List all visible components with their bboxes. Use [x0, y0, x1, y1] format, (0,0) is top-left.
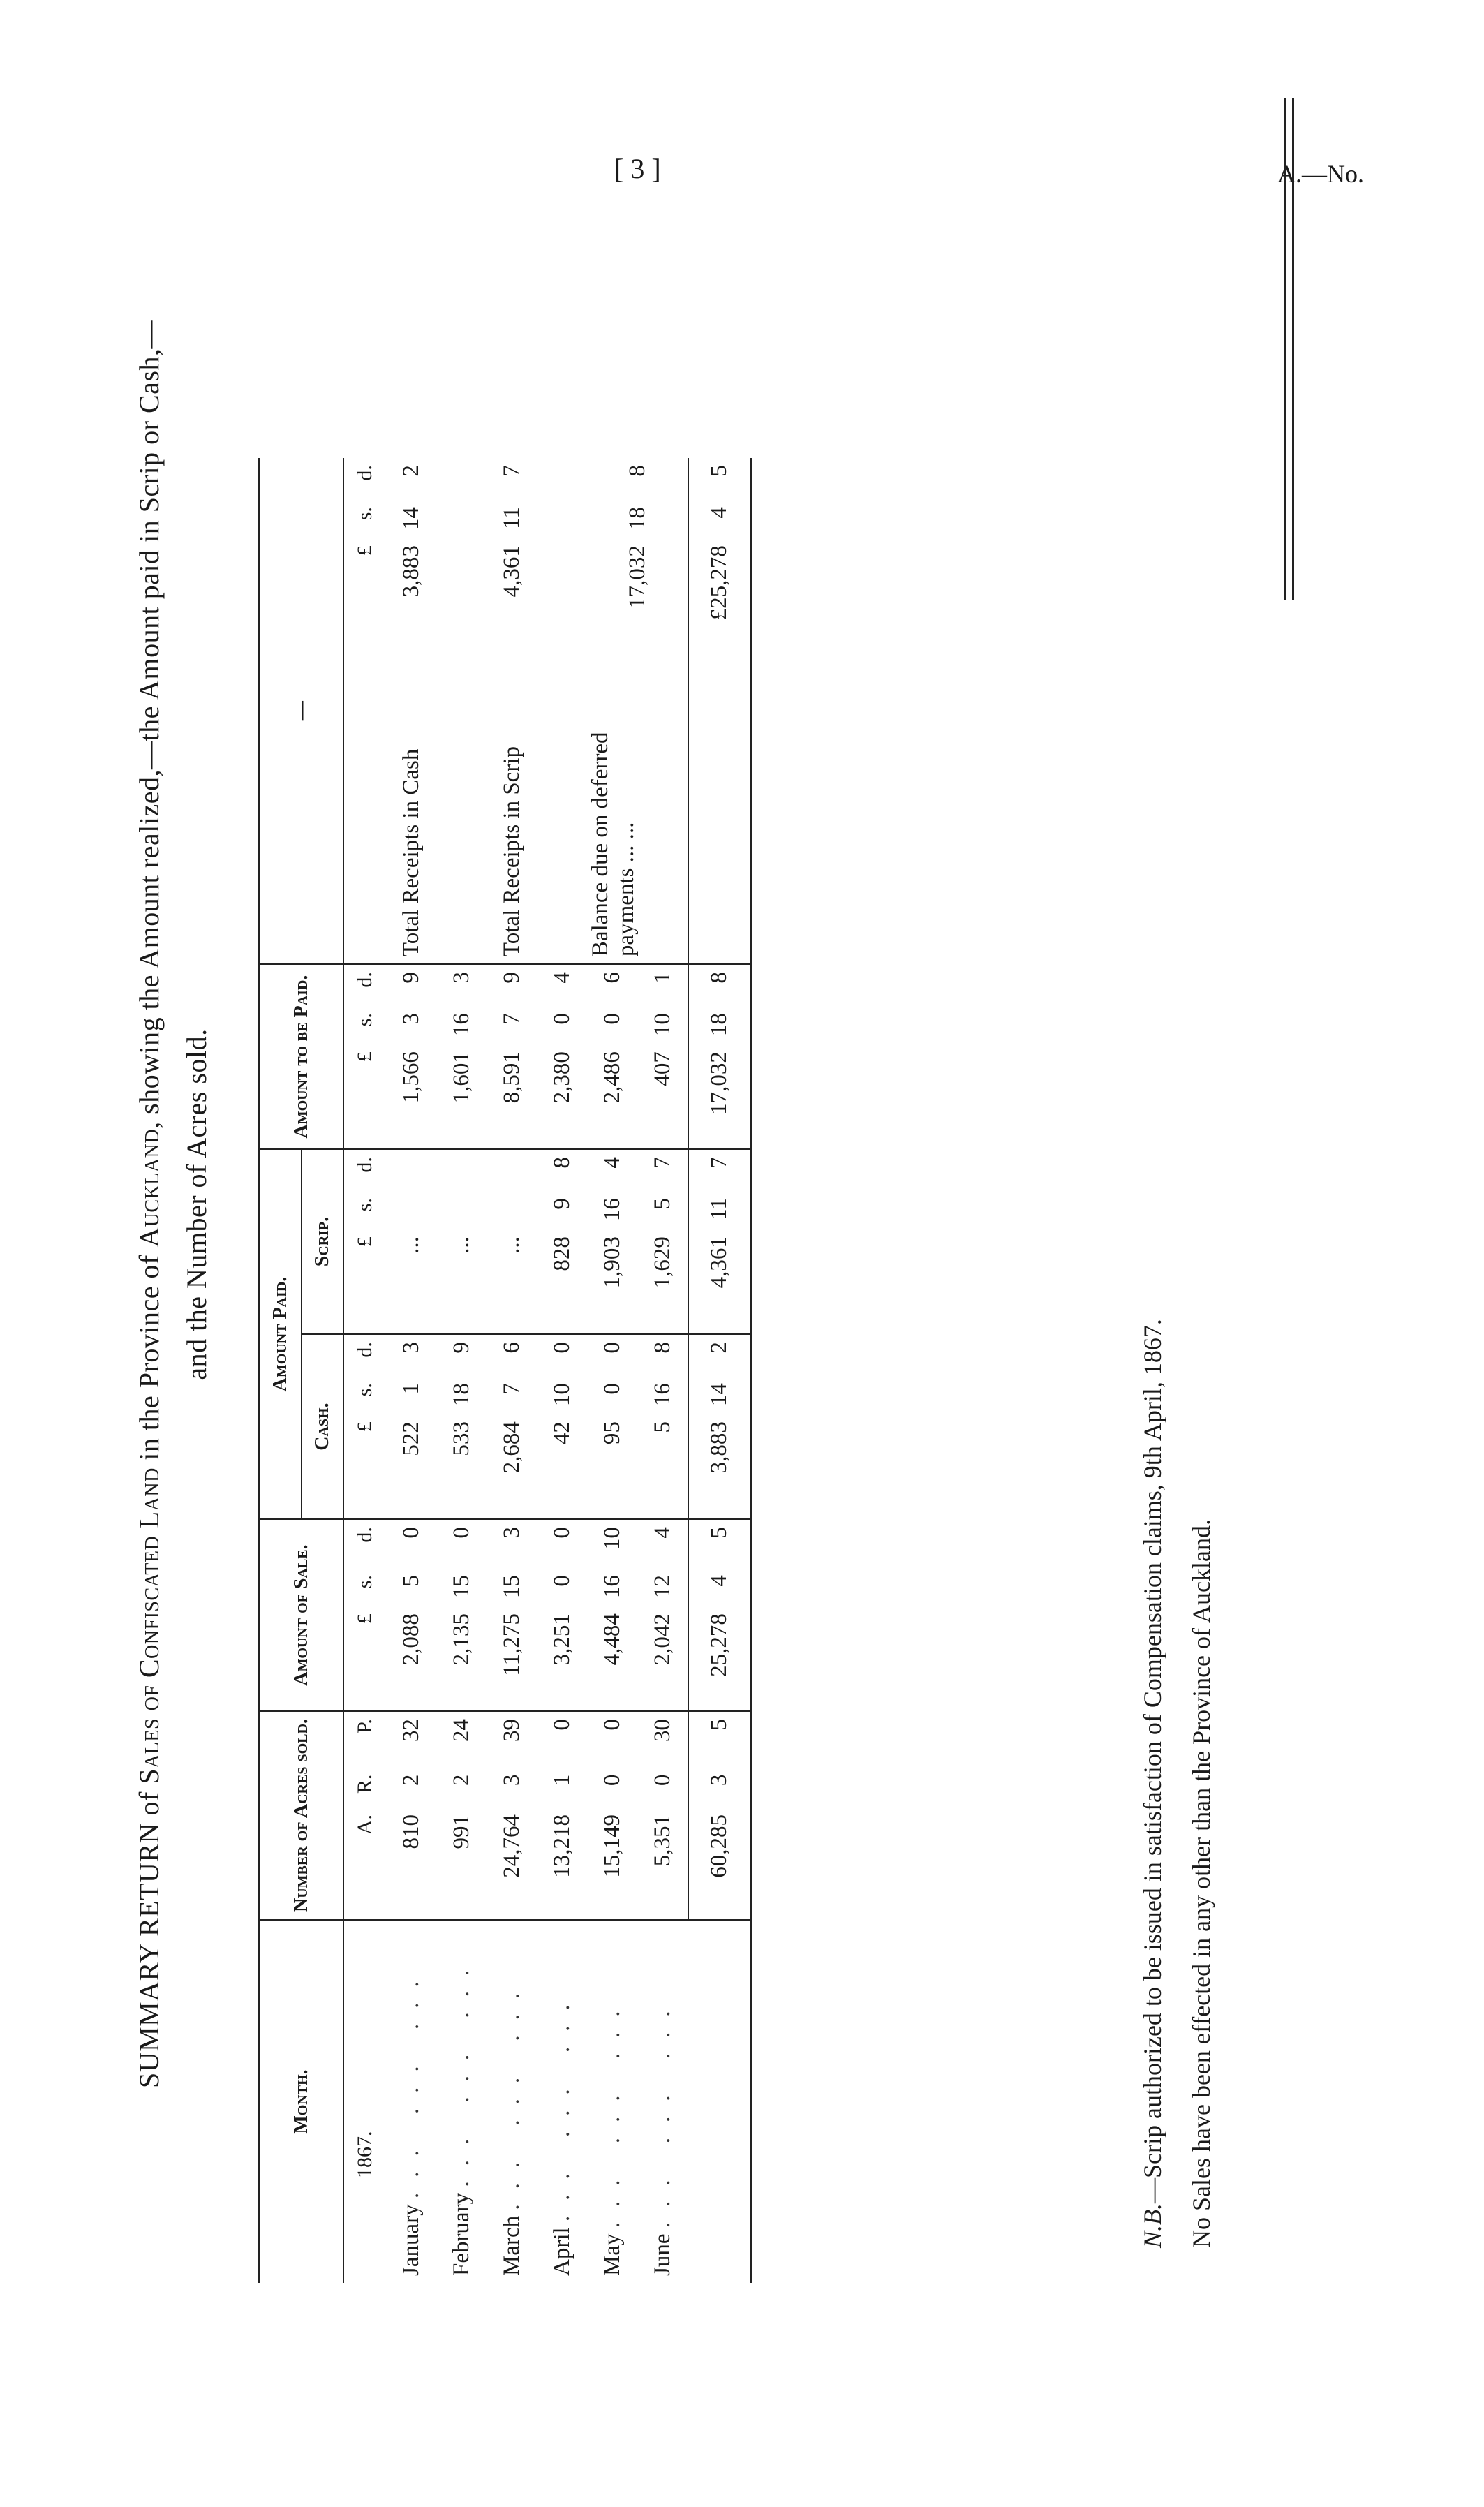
total-tbp-shillings: 18: [688, 1006, 751, 1044]
perches-value: 0: [600, 1719, 625, 1731]
sale-shillings: 5: [399, 1575, 424, 1587]
sale-pounds: 11,275: [487, 1606, 537, 1711]
summary-shillings: 14: [399, 507, 424, 531]
month-name: April: [549, 2227, 574, 2276]
cash-pence: 3: [399, 1342, 424, 1354]
tbp-pence: 6: [600, 972, 625, 984]
scrip-pounds: 1,629: [638, 1229, 688, 1334]
sale-pence: 4: [649, 1527, 675, 1539]
cash-shillings: 18: [449, 1383, 474, 1407]
total-acres: 60,285: [688, 1807, 751, 1920]
tbp-pounds: 2,380: [537, 1044, 588, 1149]
perches-value: 32: [399, 1719, 424, 1743]
tbp-shillings: 0: [600, 1013, 625, 1025]
total-sale-pence: 5: [688, 1519, 751, 1568]
month-cell: [487, 1920, 537, 2283]
total-cash-shillings: 14: [688, 1376, 751, 1414]
table-row: [437, 458, 487, 2283]
month-name: May: [600, 2233, 625, 2276]
month-name: February: [449, 2192, 474, 2276]
tbp-pence: 3: [449, 972, 474, 984]
tbp-shillings: 7: [499, 1013, 524, 1025]
perches-value: 0: [549, 1719, 574, 1731]
scrip-pence: [387, 1149, 437, 1191]
sale-pounds: 4,484: [588, 1606, 638, 1711]
scrip-pence: 8: [549, 1157, 574, 1169]
scrip-shillings: 16: [600, 1198, 625, 1222]
cash-pence: 0: [549, 1342, 574, 1354]
unit-acres: A.: [343, 1807, 387, 1920]
summary-spacer: [537, 643, 588, 964]
cash-pounds: 5: [638, 1414, 688, 1519]
rotated-return-page: [126, 0, 1484, 2304]
title-part: in the Province of: [133, 1247, 165, 1468]
month-cell: [638, 1920, 688, 2283]
total-cash-pence: 2: [688, 1334, 751, 1376]
tbp-pounds: 1,601: [437, 1044, 487, 1149]
table-row: [487, 458, 537, 2283]
cash-pounds: 522: [387, 1414, 437, 1519]
month-cell: [437, 1920, 487, 2283]
document-reference: A.—No.: [1277, 160, 1364, 188]
summary-pence: 8: [624, 465, 650, 477]
unit-pence: d.: [353, 465, 376, 481]
header-cash: Cash.: [302, 1334, 343, 1519]
table-row: [537, 458, 588, 2283]
roods-value: 0: [600, 1774, 625, 1787]
sale-shillings: 16: [600, 1575, 625, 1599]
cash-shillings: 1: [399, 1383, 424, 1395]
perches-value: 39: [499, 1719, 524, 1743]
acres-value: 15,149: [588, 1807, 638, 1920]
summary-pence: 7: [499, 465, 524, 477]
total-scrip-pounds: 4,361: [688, 1229, 751, 1334]
cash-pence: 6: [499, 1342, 524, 1354]
cash-pounds: 2,684: [487, 1414, 537, 1519]
tbp-pounds: 8,591: [487, 1044, 537, 1149]
scrip-shillings: 5: [649, 1198, 675, 1210]
header-sale: Amount of Sale.: [260, 1519, 343, 1711]
tbp-pence: 1: [649, 972, 675, 984]
tbp-pounds: 2,486: [588, 1044, 638, 1149]
month-cell: [588, 1920, 638, 2283]
cash-pounds: 533: [437, 1414, 487, 1519]
summary-spacer: [343, 643, 387, 964]
total-cash-pounds: 3,883: [688, 1414, 751, 1519]
totals-month-spacer: [688, 1920, 751, 2283]
perches-value: 30: [649, 1719, 675, 1743]
month-cell: [387, 1920, 437, 2283]
roods-value: 1: [549, 1774, 574, 1787]
unit-roods: R.: [353, 1774, 376, 1794]
sale-pence: 0: [449, 1527, 474, 1539]
title-part: Sales of Confiscated Land: [133, 1467, 165, 1784]
title-part: , showing the Amount realized,—the Amount paid in Scrip or Cash,—: [133, 320, 165, 1129]
unit-pounds: £: [343, 1414, 387, 1519]
month-name: January: [399, 2204, 424, 2276]
leader-dots: ... ... ...: [600, 1995, 625, 2228]
sale-shillings: 15: [449, 1575, 474, 1599]
header-acres: Number of Acres sold.: [260, 1711, 343, 1920]
summary-pence: 2: [399, 465, 424, 477]
sale-pence: 0: [399, 1527, 424, 1539]
grand-total-pounds: £25,278: [688, 538, 751, 643]
leader-dots: ... ... ...: [650, 1995, 675, 2228]
total-tbp-pounds: 17,032: [688, 1044, 751, 1149]
cash-pounds: 42: [537, 1414, 588, 1519]
scrip-pence: 7: [649, 1157, 675, 1169]
header-scrip: Scrip.: [302, 1149, 343, 1334]
acres-value: 24,764: [487, 1807, 537, 1920]
unit-pence: d.: [353, 1527, 376, 1543]
tbp-shillings: 3: [399, 1013, 424, 1025]
scrip-shillings: [387, 1191, 437, 1229]
scrip-pence: 4: [600, 1157, 625, 1169]
unit-shillings: s.: [353, 507, 376, 521]
total-scrip-pence: 7: [688, 1149, 751, 1191]
summary-pounds: 3,883: [399, 545, 424, 598]
total-sale-shillings: 4: [688, 1568, 751, 1606]
scrip-shillings: [437, 1191, 487, 1229]
tbp-pounds: 1,566: [387, 1044, 437, 1149]
month-name: June: [650, 2233, 675, 2276]
acres-value: 13,218: [537, 1807, 588, 1920]
scrip-shillings: [487, 1191, 537, 1229]
unit-pence: d.: [353, 972, 376, 988]
leader-dots: ... ... ...: [449, 1954, 474, 2187]
grand-total-shillings: 4: [688, 500, 751, 538]
cash-pounds: 95: [588, 1414, 638, 1519]
unit-perches: P.: [353, 1719, 376, 1733]
unit-pounds: £: [343, 1229, 387, 1334]
roods-value: 2: [449, 1774, 474, 1787]
cash-pence: 9: [449, 1342, 474, 1354]
sale-shillings: 12: [649, 1575, 675, 1599]
tbp-shillings: 0: [549, 1013, 574, 1025]
scrip-pounds: ...: [487, 1229, 537, 1334]
header-summary: —: [260, 458, 343, 964]
table-row: [387, 458, 437, 2283]
year-label: 1867.: [353, 2131, 376, 2178]
note-text: —Scrip authorized to be issued in satisfaction of Compensation claims, 9th April, 1867.: [1138, 1319, 1166, 2203]
unit-shillings: s.: [353, 1575, 376, 1589]
acres-value: 991: [437, 1807, 487, 1920]
cash-shillings: 0: [600, 1383, 625, 1395]
summary-pounds: 17,032: [624, 545, 650, 609]
unit-shillings: s.: [353, 1013, 376, 1027]
cash-shillings: 10: [549, 1383, 574, 1407]
title-part: SUMMARY RETURN of: [133, 1784, 165, 2089]
header-to-be-paid: Amount to be Paid.: [260, 964, 343, 1149]
summary-spacer: [437, 643, 487, 964]
unit-pounds: £: [353, 545, 376, 556]
cash-pence: 8: [649, 1342, 675, 1354]
total-tbp-pence: 8: [688, 964, 751, 1006]
tbp-pounds: 407: [638, 1044, 688, 1149]
sale-shillings: 15: [499, 1575, 524, 1599]
page-number: [ 3 ]: [614, 153, 661, 184]
scrip-pence: [487, 1149, 537, 1191]
scrip-pounds: 828: [537, 1229, 588, 1334]
summary-spacer: [688, 643, 751, 964]
scrip-pounds: 1,903: [588, 1229, 638, 1334]
sale-pounds: 2,088: [387, 1606, 437, 1711]
tbp-shillings: 10: [649, 1013, 675, 1037]
unit-pence: d.: [353, 1342, 376, 1358]
sale-pence: 10: [600, 1527, 625, 1551]
unit-shillings: s.: [353, 1383, 376, 1397]
cash-shillings: 16: [649, 1383, 675, 1407]
roods-value: 3: [499, 1774, 524, 1787]
summary-shillings: 11: [499, 507, 524, 529]
leader-dots: ... ... ...: [549, 1989, 574, 2222]
cash-pence: 0: [600, 1342, 625, 1354]
double-rule-divider: [1284, 98, 1294, 600]
return-table: [258, 458, 752, 2283]
acres-value: 5,351: [638, 1807, 688, 1920]
total-roods: 3: [688, 1768, 751, 1807]
total-perches: 5: [688, 1711, 751, 1768]
leader-dots: ... ... ...: [399, 1966, 424, 2199]
title-part: Auckland: [133, 1128, 165, 1248]
sale-pounds: 3,251: [537, 1606, 588, 1711]
scrip-shillings: 9: [549, 1198, 574, 1210]
sale-pence: 0: [549, 1527, 574, 1539]
unit-shillings: s.: [353, 1198, 376, 1212]
scrip-pounds: ...: [387, 1229, 437, 1334]
roods-value: 2: [399, 1774, 424, 1787]
summary-label: Total Receipts in Scrip: [487, 643, 537, 964]
unit-pence: d.: [353, 1157, 376, 1173]
cash-shillings: 7: [499, 1383, 524, 1395]
perches-value: 24: [449, 1719, 474, 1743]
tbp-pence: 4: [549, 972, 574, 984]
grand-total-pence: 5: [688, 458, 751, 500]
month-cell: [537, 1920, 588, 2283]
return-title: [126, 105, 221, 2304]
title-line-2: and the Number of Acres sold.: [181, 1028, 212, 1380]
roods-value: 0: [649, 1774, 675, 1787]
total-scrip-shillings: 11: [688, 1191, 751, 1229]
header-amount-paid: Amount Paid.: [260, 1149, 302, 1519]
note-no-sales: No Sales have been effected in any other than the Province of Auckland.: [1187, 1519, 1215, 2248]
scrip-pence: [437, 1149, 487, 1191]
sale-pence: 3: [499, 1527, 524, 1539]
totals-row: [688, 458, 751, 2283]
tbp-shillings: 16: [449, 1013, 474, 1037]
summary-label: Total Receipts in Cash: [387, 643, 437, 964]
sale-pounds: 2,135: [437, 1606, 487, 1711]
table-row: [588, 458, 638, 2283]
month-name: March: [499, 2215, 524, 2276]
acres-value: 810: [387, 1807, 437, 1920]
sale-shillings: 0: [549, 1575, 574, 1587]
tbp-pence: 9: [399, 972, 424, 984]
total-sale-pounds: 25,278: [688, 1606, 751, 1711]
unit-pounds: £: [343, 1606, 387, 1711]
sale-pounds: 2,042: [638, 1606, 688, 1711]
summary-pounds: 4,361: [499, 545, 524, 598]
summary-label: Balance due on deferred payments ... ...: [588, 643, 688, 964]
note-prefix: N.B.: [1138, 2203, 1166, 2248]
unit-pounds: £: [343, 1044, 387, 1149]
summary-shillings: 18: [624, 507, 650, 531]
scrip-pounds: ...: [437, 1229, 487, 1334]
note-scrip: [1138, 1319, 1167, 2248]
leader-dots: ... ... ...: [499, 1977, 524, 2210]
header-month: Month.: [260, 1920, 343, 2283]
tbp-pence: 9: [499, 972, 524, 984]
